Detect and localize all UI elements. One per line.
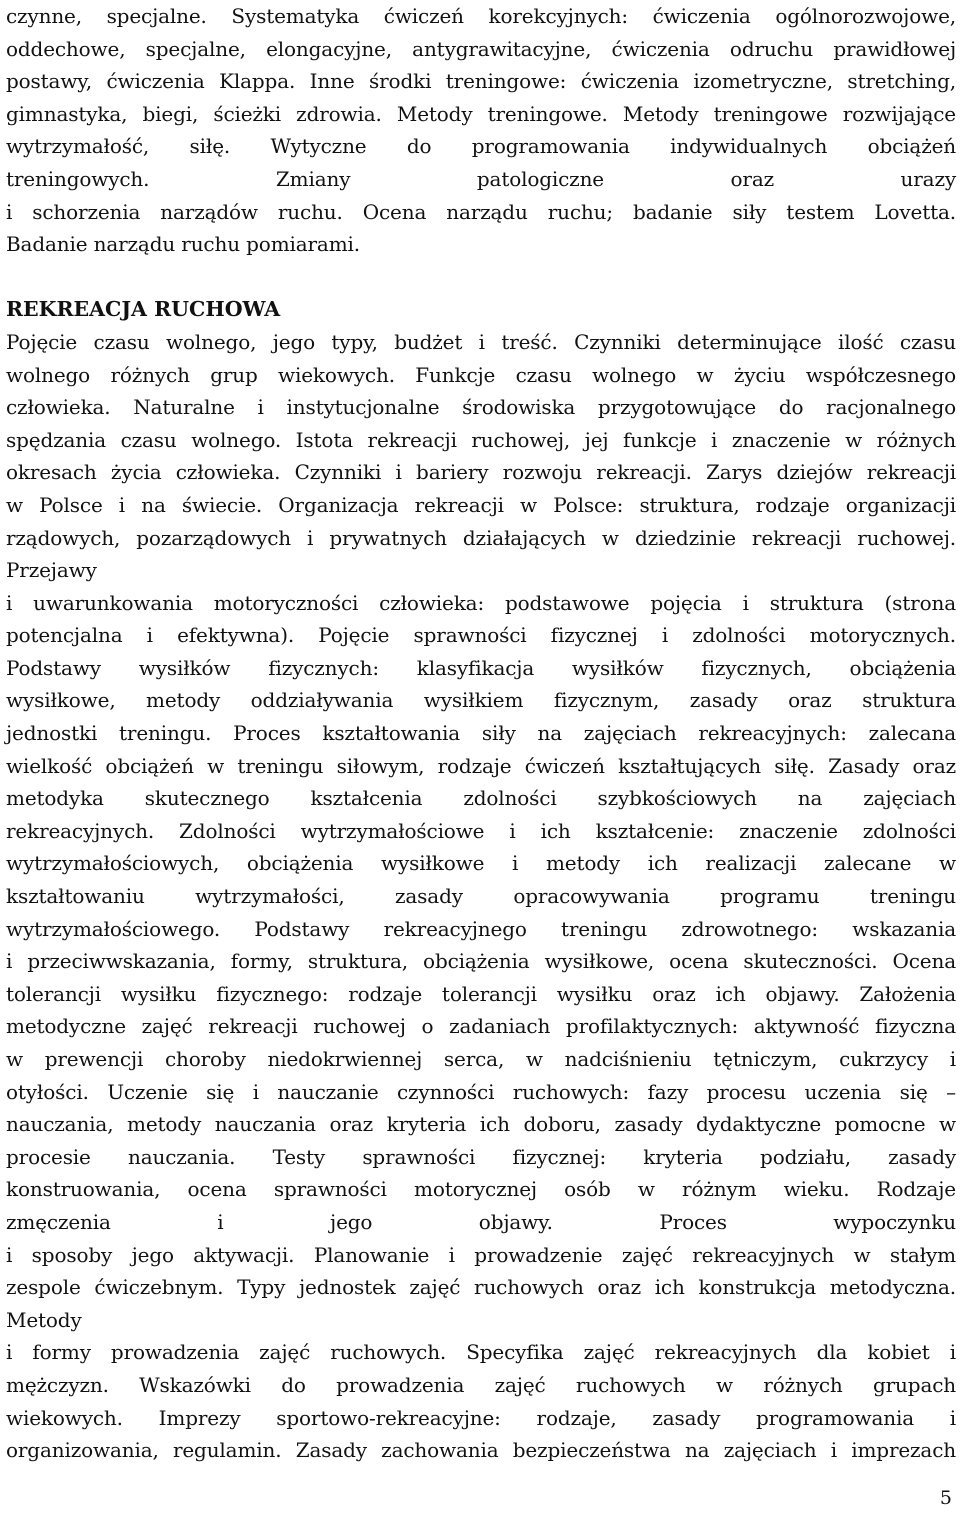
text-line: człowieka. Naturalne i instytucjonalne środowiska przygotowujące do racjonalnego bbox=[6, 395, 956, 420]
text-line: rządowych, pozarządowych i prywatnych działających w dziedzinie rekreacji ruchowej. bbox=[6, 525, 956, 550]
text-line: postawy, ćwiczenia Klappa. Inne środki treningowe: ćwiczenia izometryczne, stretching, bbox=[6, 69, 956, 94]
text-line: wielkość obciążeń w treningu siłowym, rodzaje ćwiczeń kształtujących siłę. Zasady oraz bbox=[6, 753, 956, 778]
text-line: Pojęcie czasu wolnego, jego typy, budżet i treść. Czynniki determinujące ilość czasu bbox=[6, 329, 956, 354]
text-line: otyłości. Uczenie się i nauczanie czynności ruchowych: fazy procesu uczenia się – bbox=[6, 1079, 956, 1104]
text-line: i schorzenia narządów ruchu. Ocena narządu ruchu; badanie siły testem Lovetta. bbox=[6, 199, 956, 224]
text-line: wytrzymałość, siłę. Wytyczne do programowania indywidualnych obciążeń bbox=[6, 134, 956, 159]
text-line: wysiłkowe, metody oddziaływania wysiłkiem fizycznym, zasady oraz struktura bbox=[6, 688, 956, 713]
text-line: konstruowania, ocena sprawności motorycznej osób w różnym wieku. Rodzaje bbox=[6, 1177, 956, 1202]
text-line: spędzania czasu wolnego. Istota rekreacji ruchowej, jej funkcje i znaczenie w różnych bbox=[6, 427, 956, 452]
text-line: treningowych. Zmiany patologiczne oraz urazy bbox=[6, 166, 956, 191]
text-line: mężczyzn. Wskazówki do prowadzenia zajęć ruchowych w różnych grupach bbox=[6, 1372, 956, 1397]
section-paragraph bbox=[6, 326, 956, 1467]
text-line: kształtowaniu wytrzymałości, zasady opracowywania programu treningu bbox=[6, 884, 956, 909]
text-line: wytrzymałościowego. Podstawy rekreacyjnego treningu zdrowotnego: wskazania bbox=[6, 916, 956, 941]
text-line: okresach życia człowieka. Czynniki i bariery rozwoju rekreacji. Zarys dziejów rekreacji bbox=[6, 460, 956, 485]
paragraph-gap bbox=[6, 261, 956, 294]
section-heading: REKREACJA RUCHOWA bbox=[6, 297, 281, 322]
text-line: nauczania, metody nauczania oraz kryteria ich doboru, zasady dydaktyczne pomocne w bbox=[6, 1112, 956, 1137]
text-line: gimnastyka, biegi, ścieżki zdrowia. Metody treningowe. Metody treningowe rozwijające bbox=[6, 101, 956, 126]
text-line: procesie nauczania. Testy sprawności fizycznej: kryteria podziału, zasady bbox=[6, 1144, 956, 1169]
text-line: metodyczne zajęć rekreacji ruchowej o zadaniach profilaktycznych: aktywność fizyczna bbox=[6, 1014, 956, 1039]
text-line: organizowania, regulamin. Zasady zachowania bezpieczeństwa na zajęciach i imprezach bbox=[6, 1438, 956, 1463]
text-line: rekreacyjnych. Zdolności wytrzymałościowe i ich kształcenie: znaczenie zdolności bbox=[6, 818, 956, 843]
text-line: Badanie narządu ruchu pomiarami. bbox=[6, 232, 360, 257]
text-line: tolerancji wysiłku fizycznego: rodzaje tolerancji wysiłku oraz ich objawy. Założenia bbox=[6, 981, 956, 1006]
text-line: potencjalna i efektywna). Pojęcie sprawności fizycznej i zdolności motorycznych. bbox=[6, 623, 956, 648]
page-number: 5 bbox=[939, 1487, 952, 1509]
text-line: zespole ćwiczebnym. Typy jednostek zajęć ruchowych oraz ich konstrukcja metodyczna. bbox=[6, 1275, 956, 1300]
text-line: i uwarunkowania motoryczności człowieka: podstawowe pojęcia i struktura (strona bbox=[6, 590, 956, 615]
text-line: Przejawy bbox=[6, 558, 97, 583]
text-line: zmęczenia i jego objawy. Proces wypoczynku bbox=[6, 1209, 956, 1234]
text-line: Metody bbox=[6, 1307, 82, 1332]
text-line: wiekowych. Imprezy sportowo-rekreacyjne: rodzaje, zasady programowania i bbox=[6, 1405, 956, 1430]
text-line: i sposoby jego aktywacji. Planowanie i prowadzenie zajęć rekreacyjnych w stałym bbox=[6, 1242, 956, 1267]
text-line: w Polsce i na świecie. Organizacja rekreacji w Polsce: struktura, rodzaje organizacji bbox=[6, 492, 956, 517]
text-line: w prewencji choroby niedokrwiennej serca, w nadciśnieniu tętniczym, cukrzycy i bbox=[6, 1047, 956, 1071]
text-line: czynne, specjalne. Systematyka ćwiczeń korekcyjnych: ćwiczenia ogólnorozwojowe, bbox=[6, 4, 956, 28]
text-line: oddechowe, specjalne, elongacyjne, antygrawitacyjne, ćwiczenia odruchu prawidłowej bbox=[6, 36, 956, 61]
text-line: wytrzymałościowych, obciążenia wysiłkowe i metody ich realizacji zalecane w bbox=[6, 851, 956, 876]
document-page bbox=[6, 0, 956, 1467]
text-line: i przeciwwskazania, formy, struktura, obciążenia wysiłkowe, ocena skuteczności. Ocena bbox=[6, 949, 956, 974]
text-line: i formy prowadzenia zajęć ruchowych. Specyfika zajęć rekreacyjnych dla kobiet i bbox=[6, 1340, 956, 1365]
intro-paragraph bbox=[6, 0, 956, 261]
text-line: Podstawy wysiłków fizycznych: klasyfikacja wysiłków fizycznych, obciążenia bbox=[6, 655, 956, 680]
text-line: metodyka skutecznego kształcenia zdolności szybkościowych na zajęciach bbox=[6, 786, 956, 811]
text-line: jednostki treningu. Proces kształtowania siły na zajęciach rekreacyjnych: zalecana bbox=[6, 721, 956, 746]
text-line: wolnego różnych grup wiekowych. Funkcje czasu wolnego w życiu współczesnego bbox=[6, 362, 956, 387]
